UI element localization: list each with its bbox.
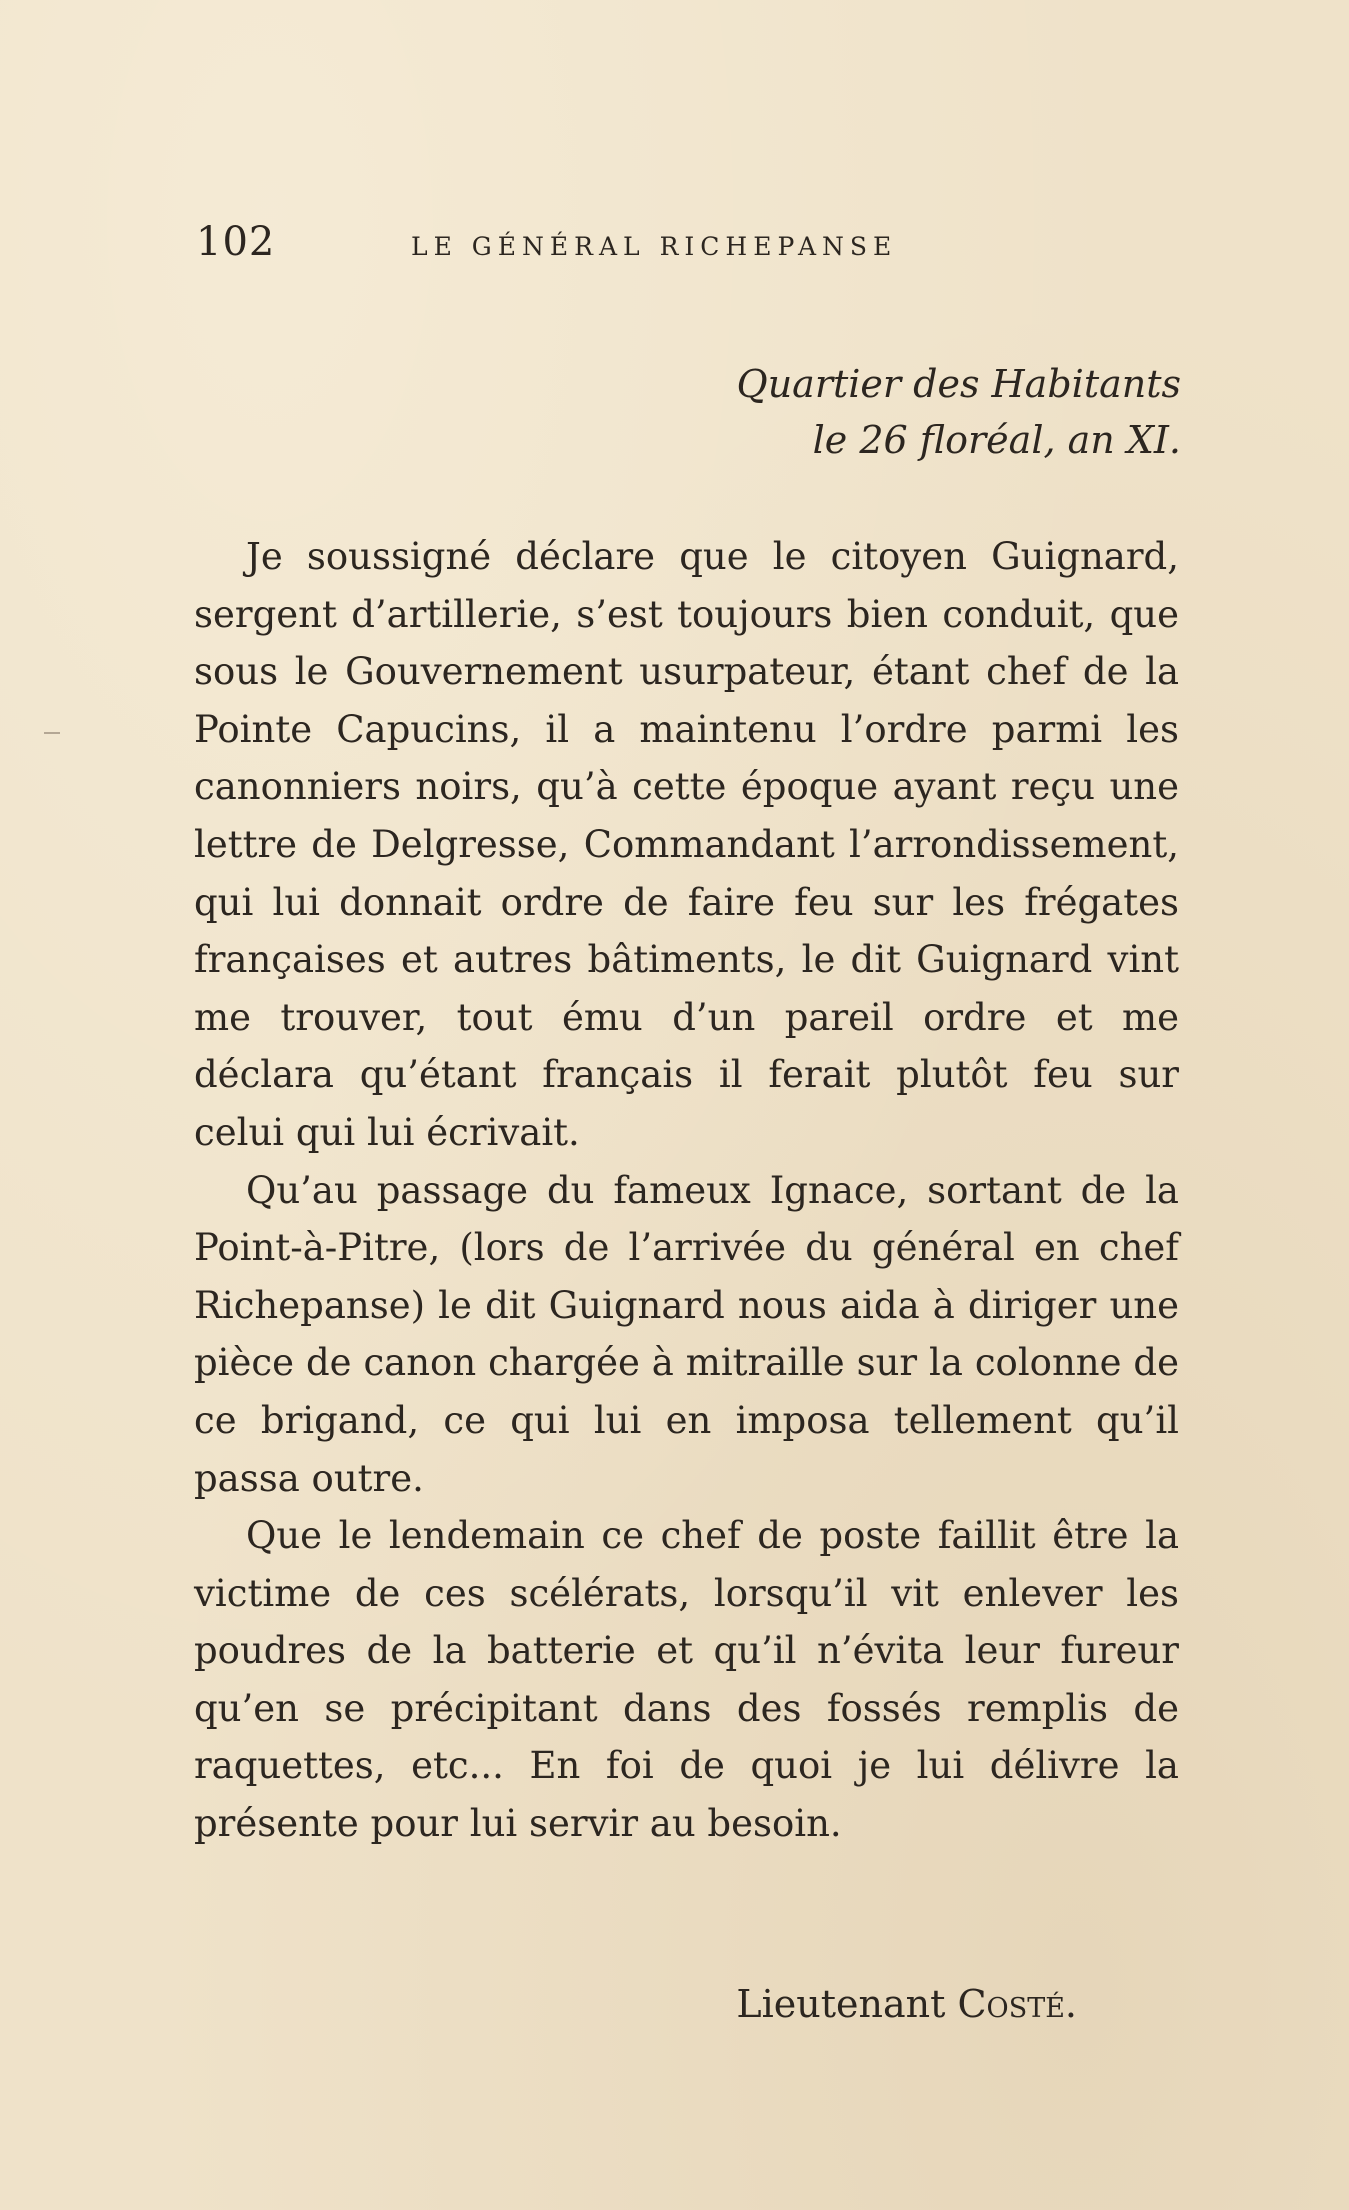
- dateline-date: le 26 floréal, an XI.: [812, 418, 1181, 462]
- letter-body: [194, 528, 1179, 1853]
- signature-name: Costé.: [957, 1982, 1077, 2026]
- running-title: LE GÉNÉRAL RICHEPANSE: [411, 232, 898, 261]
- signature-rank: Lieutenant: [736, 1982, 946, 2026]
- margin-mark: [44, 732, 60, 734]
- paragraph-3: Que le lendemain ce chef de poste faillit être la victime de ces scélérats, lorsqu’il vit enlever les poudres de la batterie et qu’il n’évita leur fureur qu’en se précipitant dans des fossés remplis de raquettes, etc... En foi de quoi je lui délivre la présente pour lui servir au besoin.: [194, 1514, 1179, 1846]
- dateline-place: Quartier des Habitants: [736, 362, 1181, 406]
- paragraph-2: Qu’au passage du fameux Ignace, sortant de la Point-à-Pitre, (lors de l’arrivée du général en chef Richepanse) le dit Guignard nous aida à diriger une pièce de canon chargée à mitraille sur la colonne de ce brigand, ce qui lui en imposa tellement qu’il passa outre.: [194, 1168, 1179, 1500]
- page-number: 102: [196, 219, 276, 265]
- running-head: [196, 212, 1196, 272]
- signature: [736, 1976, 1077, 2032]
- paragraph-1: Je soussigné déclare que le citoyen Guignard, sergent d’artillerie, s’est toujours bien conduit, que sous le Gouvernement usurpateur, étant chef de la Pointe Capucins, il a maintenu l’ordre parmi les canonniers noirs, qu’à cette époque ayant reçu une lettre de Delgresse, Commandant l’arrondissement, qui lui donnait ordre de faire feu sur les frégates françaises et autres bâtiments, le dit Guignard vint me trouver, tout ému d’un pareil ordre et me déclara qu’étant français il ferait plutôt feu sur celui qui lui écrivait.: [194, 535, 1179, 1154]
- dateline: [737, 356, 1181, 468]
